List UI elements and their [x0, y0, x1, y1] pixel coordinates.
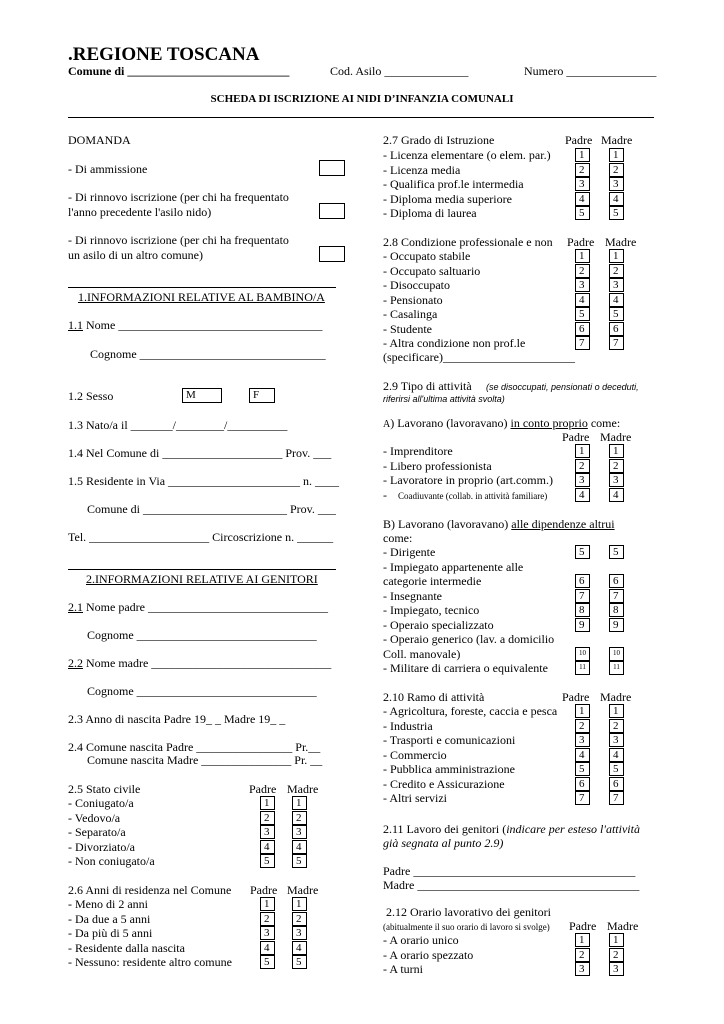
nome-madre-field[interactable]: [68, 656, 331, 670]
tipo-attivita-title: 2.9 Tipo di attività: [383, 379, 472, 393]
specificare-field[interactable]: (specificare)______________________: [383, 350, 575, 364]
g25-padre-header: Padre: [249, 782, 277, 796]
g29b-padre-box-3[interactable]: 7: [575, 589, 590, 603]
g27-label-2: - Qualifica prof.le intermedia: [383, 177, 524, 191]
section1-divider: [68, 287, 336, 288]
g212-madre-box-0[interactable]: 1: [609, 933, 624, 947]
g25-madre-box-1[interactable]: 2: [292, 811, 307, 825]
g28-madre-box-4[interactable]: 5: [609, 307, 624, 321]
g28-madre-box-2[interactable]: 3: [609, 278, 624, 292]
comune-residenza-field[interactable]: Comune di ________________________ Prov. ___: [87, 502, 336, 516]
g27-padre-box-4[interactable]: 5: [575, 206, 590, 220]
g25-padre-box-3[interactable]: 4: [260, 840, 275, 854]
g29a-label-1: - Libero professionista: [383, 458, 492, 473]
a-prefix: A: [383, 419, 391, 430]
nome-madre-label: Nome madre ______________________________: [83, 656, 332, 670]
a-text: ) Lavorano (lavoravano): [390, 416, 511, 430]
g29a-padre-box-1[interactable]: 2: [575, 459, 590, 473]
g27-padre-header: Padre: [565, 133, 593, 147]
g210-padre-box-6[interactable]: 7: [575, 791, 590, 805]
g26-padre-box-0[interactable]: 1: [260, 897, 275, 911]
lavoro-padre-field[interactable]: Padre _____________________________________: [383, 864, 636, 878]
ammissione-checkbox[interactable]: [319, 160, 345, 176]
g210-label-3: - Commercio: [383, 747, 447, 762]
g210-title: 2.10 Ramo di attività: [383, 690, 485, 704]
g27-madre-box-0[interactable]: 1: [609, 148, 624, 162]
g29a-madre-box-2[interactable]: 3: [609, 473, 624, 487]
g28-padre-box-1[interactable]: 2: [575, 264, 590, 278]
g29b-label-8: - Militare di carriera o equivalente: [383, 661, 548, 675]
padre-number: 2.1: [68, 600, 83, 614]
g27-label-4: - Diploma di laurea: [383, 206, 477, 220]
g26-label-4: - Nessuno: residente altro comune: [68, 955, 232, 969]
g26-padre-box-3[interactable]: 4: [260, 941, 275, 955]
nome-label: Nome __________________________________: [83, 318, 323, 332]
comune-nascita-madre-field[interactable]: Comune nascita Madre _______________ Pr. __: [87, 753, 323, 767]
g26-madre-box-3[interactable]: 4: [292, 941, 307, 955]
g29b-madre-box-5[interactable]: 9: [609, 618, 624, 632]
s211-title: 2.11 Lavoro dei genitori (: [383, 822, 507, 836]
g29b-padre-box-5[interactable]: 9: [575, 618, 590, 632]
g210-madre-box-6[interactable]: 7: [609, 791, 624, 805]
g28-label-1: - Occupato saltuario: [383, 263, 481, 278]
g28-label-0: - Occupato stabile: [383, 249, 471, 263]
g210-madre-box-2[interactable]: 3: [609, 733, 624, 747]
g27-madre-box-4[interactable]: 5: [609, 206, 624, 220]
g25-label-2: - Separato/a: [68, 825, 126, 839]
g29a-label-2: - Lavoratore in proprio (art.comm.): [383, 473, 553, 487]
g212-padre-header: Padre: [569, 919, 597, 933]
s211-italic1: indicare per esteso l'attività: [506, 822, 640, 836]
g210-label-5: - Credito e Assicurazione: [383, 776, 505, 791]
g29b-padre-box-8[interactable]: 11: [575, 661, 590, 675]
g26-label-1: - Da due a 5 anni: [68, 911, 151, 926]
g26-label-2: - Da più di 5 anni: [68, 926, 153, 940]
g28-label-4: - Casalinga: [383, 307, 438, 321]
g29b-madre-box-0[interactable]: 5: [609, 545, 624, 559]
g210-padre-box-2[interactable]: 3: [575, 733, 590, 747]
g26-label-3: - Residente dalla nascita: [68, 940, 185, 955]
g29b-label-2: categorie intermedie: [383, 574, 482, 588]
g210-padre-box-5[interactable]: 6: [575, 777, 590, 791]
g26-madre-box-0[interactable]: 1: [292, 897, 307, 911]
rinnovo1-checkbox[interactable]: [319, 203, 345, 219]
g25-madre-box-4[interactable]: 5: [292, 854, 307, 868]
g210-label-0: - Agricoltura, foreste, caccia e pesca: [383, 704, 558, 718]
g210-madre-box-4[interactable]: 5: [609, 762, 624, 776]
telefono-field[interactable]: Tel. ____________________ Circoscrizione n. ______: [68, 530, 334, 544]
sesso-label: 1.2 Sesso: [68, 389, 114, 403]
tipo-attivita-note-line2: riferirsi all'ultima attività svolta): [383, 394, 505, 404]
g28-madre-box-1[interactable]: 2: [609, 264, 624, 278]
g210-label-4: - Pubblica amministrazione: [383, 762, 515, 776]
numero-field[interactable]: Numero _______________: [524, 64, 657, 78]
g29b-label-7: Coll. manovale): [383, 646, 461, 661]
g27-label-3: - Diploma media superiore: [383, 191, 512, 206]
g29a-padre-box-0[interactable]: 1: [575, 444, 590, 458]
nato-field[interactable]: 1.3 Nato/a il _______/________/__________: [68, 418, 288, 432]
g29b-padre-box-0[interactable]: 5: [575, 545, 590, 559]
g210-madre-box-5[interactable]: 6: [609, 777, 624, 791]
page-title: .REGIONE TOSCANA: [68, 44, 260, 65]
g29b-padre-box-2[interactable]: 6: [575, 574, 590, 588]
cognome-bambino-field[interactable]: Cognome _______________________________: [90, 347, 326, 361]
g28-padre-box-5[interactable]: 6: [575, 322, 590, 336]
g210-madre-box-1[interactable]: 2: [609, 719, 624, 733]
domanda-title: DOMANDA: [68, 133, 131, 147]
g29a-madre-header: Madre: [600, 430, 632, 444]
g27-padre-box-3[interactable]: 4: [575, 192, 590, 206]
g210-label-1: - Industria: [383, 718, 433, 733]
g29a-label-3: Coadiuvante (collab. in attività familiare): [398, 490, 548, 501]
g25-madre-box-2[interactable]: 3: [292, 825, 307, 839]
g26-padre-box-1[interactable]: 2: [260, 912, 275, 926]
g27-padre-box-2[interactable]: 3: [575, 177, 590, 191]
form-subtitle: SCHEDA DI ISCRIZIONE AI NIDI D’INFANZIA COMUNALI: [210, 93, 514, 105]
g210-madre-header: Madre: [600, 690, 632, 704]
g27-title: 2.7 Grado di Istruzione: [383, 133, 495, 147]
g28-madre-box-5[interactable]: 6: [609, 322, 624, 336]
g29a-madre-box-0[interactable]: 1: [609, 444, 624, 458]
g212-padre-box-0[interactable]: 1: [575, 933, 590, 947]
g29b-padre-box-4[interactable]: 8: [575, 603, 590, 617]
g28-madre-header: Madre: [605, 235, 637, 249]
lavoro-genitori-title-line2: [383, 836, 503, 850]
comune-nascita-field[interactable]: 1.4 Nel Comune di ____________________ Prov. ___: [68, 446, 332, 460]
sesso-f-checkbox[interactable]: F: [249, 388, 275, 403]
g29b-label-3: - Insegnante: [383, 588, 442, 603]
g212-padre-box-2[interactable]: 3: [575, 962, 590, 976]
g29b-madre-box-3[interactable]: 7: [609, 589, 624, 603]
nome-number: 1.1: [68, 318, 83, 332]
cod-asilo-field[interactable]: Cod. Asilo ______________: [330, 64, 469, 78]
section2-heading: 2.INFORMAZIONI RELATIVE AI GENITORI: [86, 572, 318, 586]
g27-padre-box-1[interactable]: 2: [575, 163, 590, 177]
comune-field[interactable]: Comune di ___________________________: [68, 64, 290, 78]
g29b-madre-box-4[interactable]: 8: [609, 603, 624, 617]
g29a-padre-header: Padre: [562, 430, 590, 444]
g28-title: 2.8 Condizione professionale e non: [383, 235, 553, 249]
g26-madre-box-2[interactable]: 3: [292, 926, 307, 940]
g25-madre-header: Madre: [287, 782, 319, 796]
g27-madre-box-2[interactable]: 3: [609, 177, 624, 191]
madre-number: 2.2: [68, 656, 83, 670]
g27-madre-box-3[interactable]: 4: [609, 192, 624, 206]
s211-italic2: già segnata al punto 2.9): [383, 836, 504, 850]
nome-bambino-field[interactable]: [68, 318, 322, 332]
rinnovo2-checkbox[interactable]: [319, 246, 345, 262]
g25-padre-box-4[interactable]: 5: [260, 854, 275, 868]
g29b-label-1: - Impiegato appartenente alle: [383, 559, 524, 574]
g212-madre-box-2[interactable]: 3: [609, 962, 624, 976]
lavoro-madre-field[interactable]: Madre _____________________________________: [383, 878, 640, 892]
nome-padre-label: Nome padre ______________________________: [83, 600, 328, 614]
g26-padre-header: Padre: [250, 883, 278, 897]
g25-padre-box-2[interactable]: 3: [260, 825, 275, 839]
g210-label-6: - Altri servizi: [383, 791, 447, 805]
g28-label-2: - Disoccupato: [383, 278, 450, 292]
dipendenze-heading: [383, 517, 615, 531]
g210-padre-box-0[interactable]: 1: [575, 704, 590, 718]
g29a-label-0: - Imprenditore: [383, 444, 453, 458]
g27-label-0: - Licenza elementare (o elem. par.): [383, 148, 551, 162]
g25-label-4: - Non coniugato/a: [68, 854, 155, 868]
g25-padre-box-1[interactable]: 2: [260, 811, 275, 825]
g29b-label-6: - Operaio generico (lav. a domicilio: [383, 632, 555, 646]
lavoro-genitori-title: [383, 822, 640, 836]
header-divider: [68, 117, 654, 118]
nome-padre-field[interactable]: [68, 600, 328, 614]
residente-field[interactable]: 1.5 Residente in Via ______________________ n. ____: [68, 474, 340, 488]
section1-heading: 1.INFORMAZIONI RELATIVE AL BAMBINO/A: [78, 290, 325, 304]
g25-label-3: - Divorziato/a: [68, 839, 135, 854]
g28-madre-box-6[interactable]: 7: [609, 336, 624, 350]
g27-madre-box-1[interactable]: 2: [609, 163, 624, 177]
g28-padre-box-2[interactable]: 3: [575, 278, 590, 292]
g29b-label-5: - Operaio specializzato: [383, 617, 494, 632]
g29a-madre-box-1[interactable]: 2: [609, 459, 624, 473]
comune-nascita-padre-field[interactable]: 2.4 Comune nascita Padre ________________ Pr.__: [68, 740, 321, 754]
g210-madre-box-3[interactable]: 4: [609, 748, 624, 762]
g28-padre-box-6[interactable]: 7: [575, 336, 590, 350]
g26-padre-box-2[interactable]: 3: [260, 926, 275, 940]
dipendenze-come: come:: [383, 531, 413, 545]
g212-madre-header: Madre: [607, 919, 639, 933]
g210-padre-box-4[interactable]: 5: [575, 762, 590, 776]
g26-madre-box-1[interactable]: 2: [292, 912, 307, 926]
g25-title: 2.5 Stato civile: [68, 782, 141, 796]
orario-title: 2.12 Orario lavorativo dei genitori: [386, 905, 551, 919]
g26-padre-box-4[interactable]: 5: [260, 955, 275, 969]
g212-label-1: - A orario spezzato: [383, 947, 474, 962]
a-underlined: in conto proprio: [510, 416, 588, 430]
b-underlined: alle dipendenze altrui: [511, 517, 615, 531]
g29a-padre-box-3[interactable]: 4: [575, 488, 590, 502]
g25-label-0: - Coniugato/a: [68, 796, 134, 810]
a-suffix: come:: [587, 416, 621, 430]
g25-madre-box-0[interactable]: 1: [292, 796, 307, 810]
tipo-attivita-note-line1: (se disoccupati, pensionati o deceduti,: [486, 382, 639, 392]
g26-label-0: - Meno di 2 anni: [68, 897, 148, 911]
g29b-padre-box-7[interactable]: 10: [575, 647, 590, 661]
g212-padre-box-1[interactable]: 2: [575, 948, 590, 962]
g29b-madre-box-8[interactable]: 11: [609, 661, 624, 675]
g210-madre-box-0[interactable]: 1: [609, 704, 624, 718]
cognome-padre-field[interactable]: Cognome ______________________________: [87, 628, 317, 642]
g26-madre-box-4[interactable]: 5: [292, 955, 307, 969]
rinnovo1-label-line2: l'anno precedente l'asilo nido): [68, 205, 212, 219]
g29b-label-0: - Dirigente: [383, 545, 436, 559]
g27-padre-box-0[interactable]: 1: [575, 148, 590, 162]
g210-label-2: - Trasporti e comunicazioni: [383, 733, 516, 747]
g212-subtitle: (abitualmente il suo orario di lavoro si svolge): [383, 922, 550, 932]
g28-label-5: - Studente: [383, 321, 432, 336]
g28-madre-box-3[interactable]: 4: [609, 293, 624, 307]
g27-label-1: - Licenza media: [383, 162, 461, 177]
cognome-madre-field[interactable]: Cognome ______________________________: [87, 684, 317, 698]
g28-label-3: - Pensionato: [383, 292, 443, 307]
g25-padre-box-0[interactable]: 1: [260, 796, 275, 810]
g210-padre-header: Padre: [562, 690, 590, 704]
g29a-madre-box-3[interactable]: 4: [609, 488, 624, 502]
g28-label-6: - Altra condizione non prof.le: [383, 336, 526, 350]
g29a-padre-box-2[interactable]: 3: [575, 473, 590, 487]
g27-madre-header: Madre: [601, 133, 633, 147]
rinnovo2-label-line2: un asilo di un altro comune): [68, 248, 203, 262]
g25-madre-box-3[interactable]: 4: [292, 840, 307, 854]
g29b-label-4: - Impiegato, tecnico: [383, 603, 480, 617]
section2-divider: [68, 569, 336, 570]
rinnovo1-label-line1: - Di rinnovo iscrizione (per chi ha frequentato: [68, 190, 289, 204]
rinnovo2-label-line1: - Di rinnovo iscrizione (per chi ha frequentato: [68, 233, 289, 247]
g28-padre-box-3[interactable]: 4: [575, 293, 590, 307]
ammissione-label: - Di ammissione: [68, 162, 148, 176]
g29b-madre-box-2[interactable]: 6: [609, 574, 624, 588]
g29b-madre-box-7[interactable]: 10: [609, 647, 624, 661]
g212-label-0: - A orario unico: [383, 933, 459, 947]
g210-padre-box-1[interactable]: 2: [575, 719, 590, 733]
g212-label-2: - A turni: [383, 962, 424, 976]
g28-padre-box-0[interactable]: 1: [575, 249, 590, 263]
g28-padre-box-4[interactable]: 5: [575, 307, 590, 321]
g26-madre-header: Madre: [287, 883, 319, 897]
anno-nascita-field[interactable]: 2.3 Anno di nascita Padre 19_ _ Madre 19_ _: [68, 712, 286, 726]
g26-title: 2.6 Anni di residenza nel Comune: [68, 883, 232, 897]
g210-padre-box-3[interactable]: 4: [575, 748, 590, 762]
b-text: B) Lavorano (lavoravano): [383, 517, 512, 531]
g29a-dash-3: -: [383, 487, 387, 502]
g212-madre-box-1[interactable]: 2: [609, 948, 624, 962]
g28-padre-header: Padre: [567, 235, 595, 249]
g25-label-1: - Vedovo/a: [68, 810, 121, 825]
g28-madre-box-0[interactable]: 1: [609, 249, 624, 263]
sesso-m-checkbox[interactable]: M: [182, 388, 222, 403]
